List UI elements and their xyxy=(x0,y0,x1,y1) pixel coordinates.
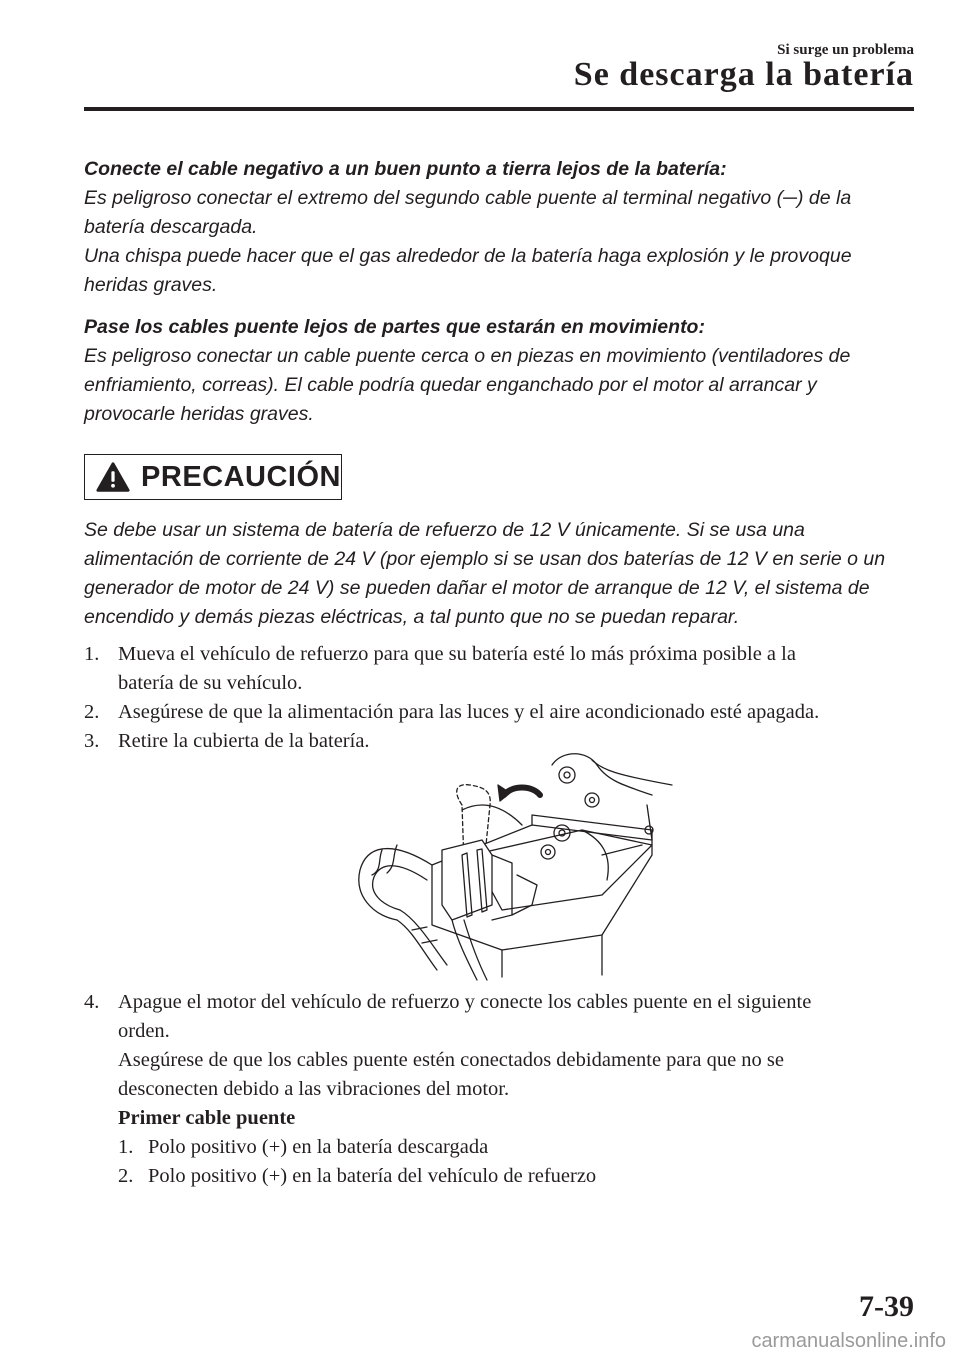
warning-block-1 xyxy=(84,155,904,300)
warning-line: enfriamiento, correas). El cable podría quedar enganchado por el motor al arrancar y xyxy=(84,374,817,396)
step-line: Apague el motor del vehículo de refuerzo y conecte los cables puente en el siguiente xyxy=(118,991,812,1013)
step-line: batería de su vehículo. xyxy=(118,672,303,694)
caution-line: Se debe usar un sistema de batería de refuerzo de 12 V únicamente. Si se usa una xyxy=(84,519,805,541)
warning-line: provocarle heridas graves. xyxy=(84,403,314,425)
step-4 xyxy=(84,988,914,1191)
step-note-line: Asegúrese de que los cables puente estén conectados debidamente para que no se xyxy=(118,1049,784,1071)
sub-step xyxy=(118,1162,914,1191)
caution-box xyxy=(84,454,342,500)
warning-heading: Pase los cables puente lejos de partes que estarán en movimiento: xyxy=(84,316,705,338)
step-line: Retire la cubierta de la batería. xyxy=(118,730,370,752)
sub-step xyxy=(118,1133,914,1162)
sub-heading: Primer cable puente xyxy=(118,1107,296,1129)
sub-step-number: 1. xyxy=(118,1136,134,1158)
step-item xyxy=(84,698,914,727)
step-note-line: desconecten debido a las vibraciones del motor. xyxy=(118,1078,510,1100)
header-section: Si surge un problema xyxy=(777,42,914,58)
caution-line: encendido y demás piezas eléctricas, a tal punto que no se puedan reparar. xyxy=(84,606,740,628)
page-number: 7-39 xyxy=(859,1290,914,1323)
warning-line: Una chispa puede hacer que el gas alrededor de la batería haga explosión y le provoque xyxy=(84,245,852,267)
warning-line: Es peligroso conectar el extremo del segundo cable puente al terminal negativo (─) de la xyxy=(84,187,852,209)
steps-list xyxy=(84,640,914,756)
sub-step-number: 2. xyxy=(118,1165,134,1187)
step-number: 1. xyxy=(84,643,100,665)
step-number: 2. xyxy=(84,701,100,723)
sub-step-text: Polo positivo (+) en la batería descargada xyxy=(148,1136,489,1158)
step-number: 4. xyxy=(84,991,100,1013)
terminal-top xyxy=(559,767,575,783)
warning-line: batería descargada. xyxy=(84,216,258,238)
caution-line: generador de motor de 24 V) se pueden dañar el motor de arranque de 12 V, el sistema de xyxy=(84,577,870,599)
warning-triangle-icon xyxy=(95,460,131,494)
step-number: 3. xyxy=(84,730,100,752)
header-divider xyxy=(84,107,914,111)
warning-line: heridas graves. xyxy=(84,274,218,296)
step-line: Mueva el vehículo de refuerzo para que su batería esté lo más próxima posible a la xyxy=(118,643,796,665)
warning-block-2 xyxy=(84,313,904,429)
battery-cover-illustration xyxy=(352,745,682,985)
caution-label: PRECAUCIÓN xyxy=(141,460,341,493)
step-item xyxy=(84,988,914,1191)
warning-heading: Conecte el cable negativo a un buen punto a tierra lejos de la batería: xyxy=(84,158,727,180)
step-line: orden. xyxy=(118,1020,170,1042)
step-item xyxy=(84,640,914,698)
step-line: Asegúrese de que la alimentación para las luces y el aire acondicionado esté apagada. xyxy=(118,701,820,723)
caution-text xyxy=(84,516,904,632)
caution-line: alimentación de corriente de 24 V (por ejemplo si se usan dos baterías de 12 V en serie o un xyxy=(84,548,886,570)
watermark: carmanualsonline.info xyxy=(751,1330,946,1352)
page-title: Se descarga la batería xyxy=(573,56,914,93)
warning-line: Es peligroso conectar un cable puente cerca o en piezas en movimiento (ventiladores de xyxy=(84,345,851,367)
sub-step-text: Polo positivo (+) en la batería del vehículo de refuerzo xyxy=(148,1165,597,1187)
